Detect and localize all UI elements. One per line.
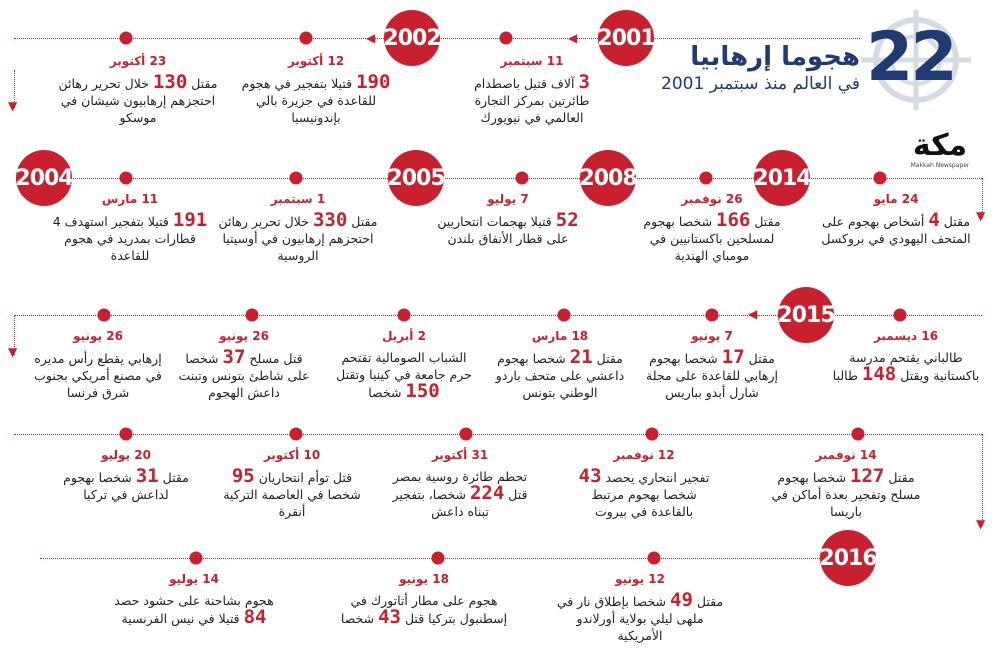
event-dot [98,309,111,322]
event-card [28,329,168,401]
event-desc: 191 قتيلا بتفجير استهدف 4 قطارات بمدريد في هجوم للقاعدة [52,209,208,263]
event-card [50,192,210,264]
arrow-down-icon: ▼ [8,99,18,113]
event-desc: تحطم طائرة روسية بمصر قتل 224 شخصا، بتفجير تبناه داعش [392,469,528,519]
event-card [831,329,981,384]
event-dot [874,172,887,185]
event-card [821,192,971,247]
event-card [637,329,787,401]
event-dot [190,552,203,565]
event-card [569,448,719,520]
event-date: 11 مارس [101,192,159,206]
arrow-down-icon: ▼ [976,209,986,223]
event-date: 20 يوليو [101,448,151,462]
event-desc: الشباب الصومالية تقتحم حرم جامعة في كينيا وتقتل 150 شخصا [336,350,472,402]
arrow-left-icon: ◀ [568,31,578,45]
event-desc: قتل توأم انتحاريان 95 شخصا في العاصمة التركية أنقرة [223,465,361,519]
event-dot [120,32,133,45]
event-date: 2 أبريل [382,329,426,343]
event-date: 31 أكتوبر [431,448,489,462]
event-dot [500,32,513,45]
makkah-logo [902,130,978,169]
title-line1: هجوما إرهابيا [690,42,860,72]
event-dot [120,428,133,441]
event-date: 12 أكتوبر [287,54,345,68]
year-2016: 2016 [820,530,876,586]
event-dot [120,172,133,185]
year-2001: 2001 [598,10,654,66]
event-date: 14 يوليو [169,572,219,586]
event-card [339,572,509,627]
year-2008: 2008 [580,150,636,206]
event-date: 16 ديسمبر [873,329,939,343]
event-card [61,448,191,503]
event-card [114,572,274,627]
event-card [329,329,479,401]
arrow-left-icon: ◀ [366,31,376,45]
event-card [428,192,588,247]
event-date: 26 نوفمبر [681,192,743,206]
event-date: 7 يونيو [691,329,733,343]
event-desc: هجوم بشاحنة على حشود حصد 84 قتيلا في نيس الفرنسية [114,593,274,628]
event-desc: مقتل 49 شخصا بإطلاق نار في ملهى ليلي بولاية أورلاندو الأمريكية [556,589,724,643]
event-dot [460,428,473,441]
arrow-left-icon: ◀ [748,307,758,321]
conn-4-5 [982,434,983,526]
event-card [555,572,725,644]
event-card [385,448,535,520]
event-desc: مقتل 127 شخصا بهجوم مسلح وتفجير بعدة أماكن في باريسا [771,465,921,519]
event-date: 18 يونيو [399,572,449,586]
event-desc: 52 قتيلا بهجمات انتحاريين على قطار الأنفاق بلندن [437,209,579,246]
event-date: 12 نوفمبر [613,448,675,462]
event-dot [290,428,303,441]
event-dot [246,309,259,322]
event-date: 18 مارس [531,329,589,343]
event-date: 26 يونيو [73,329,123,343]
event-dot [300,32,313,45]
row2-line [40,178,982,179]
event-date: 14 نوفمبر [815,448,877,462]
event-desc: طالباني يقتحم مدرسة باكستانية ويقتل 148 طالبا [832,350,980,385]
event-date: 23 أكتوبر [109,54,167,68]
event-desc: هجوم على مطار أتاتورك في إسطنبول بتركيا قتل 43 شخصا [340,593,508,628]
logo-subtext: Makkah Newspaper [910,162,970,169]
event-date: 10 أكتوبر [263,448,321,462]
title-line2: في العالم منذ سبتمبر 2001 [661,74,860,94]
event-card [174,329,314,401]
year-2005: 2005 [388,150,444,206]
event-dot [700,172,713,185]
title-number: 22 [866,18,955,97]
event-desc: قتل مسلح 37 شخصا على شاطئ بتونس وتبنت داعش الهجوم [178,346,310,400]
event-card [490,329,630,401]
event-date: 24 مايو [873,192,919,206]
event-dot [516,172,529,185]
event-dot [852,428,865,441]
event-desc: مقتل 17 شخصا بهجوم إرهابي للقاعدة على مجلة شارل أبدو بباريس [646,346,778,400]
event-card [217,448,367,520]
event-desc: مقتل 330 خلال تحرير رهائن احتجزهم إرهابيون في أوسيتيا الروسية [218,209,378,263]
event-card [58,54,218,126]
event-desc: 3 آلاف قتيل باصطدام طائرتين بمركز التجارة العالمي في نيويورك [474,71,590,125]
event-desc: مقتل 4 أشخاص بهجوم على المتحف اليهودي في بروكسل [821,209,971,246]
event-date: 11 سبتمبر [500,54,564,68]
event-dot [706,309,719,322]
logo-text: مكة [912,128,968,163]
event-dot [648,552,661,565]
event-desc: مقتل 130 خلال تحرير رهائن احتجزهم إرهابيون شيشان في موسكو [58,71,218,125]
event-date: 26 يونيو [219,329,269,343]
event-date: 7 يوليو [487,192,529,206]
arrow-down-icon: ▼ [976,517,986,531]
event-card [236,54,396,126]
event-desc: 190 قتيلا بتفجير في هجوم للقاعدة في جزيرة بالي بإندونيسيا [241,71,391,125]
year-2014: 2014 [754,150,810,206]
year-2002: 2002 [384,10,440,66]
year-2015: 2015 [778,287,834,343]
row3-line [14,315,982,316]
row4-line [14,434,982,435]
event-card [632,192,792,264]
event-dot [398,309,411,322]
event-date: 1 سبتمبر [270,192,326,206]
event-desc: مقتل 166 شخصا بهجوم لمسلحين باكستانيين في مومباي الهندية [643,209,781,263]
event-dot [646,428,659,441]
event-card [761,448,931,520]
event-dot [432,552,445,565]
event-desc: مقتل 21 شخصا بهجوم داعشي على متحف باردو الوطني بتونس [495,346,625,400]
event-date: 12 يونيو [615,572,665,586]
event-desc: مقتل 31 شخصا بهجوم لداعش في تركيا [63,465,189,502]
event-card [218,192,378,264]
event-desc: إرهابي يقطع رأس مديره في مصنع أمريكي بجنوب شرق فرنسا [34,351,162,400]
event-dot [558,309,571,322]
arrow-down-icon: ▼ [8,345,18,359]
year-2004: 2004 [16,150,72,206]
event-dot [894,309,907,322]
event-card [457,54,607,126]
event-dot [290,172,303,185]
event-desc: تفجير انتحاري يحصد 43 شخصا بهجوم مرتبط بالقاعدة في بيروت [578,465,710,519]
